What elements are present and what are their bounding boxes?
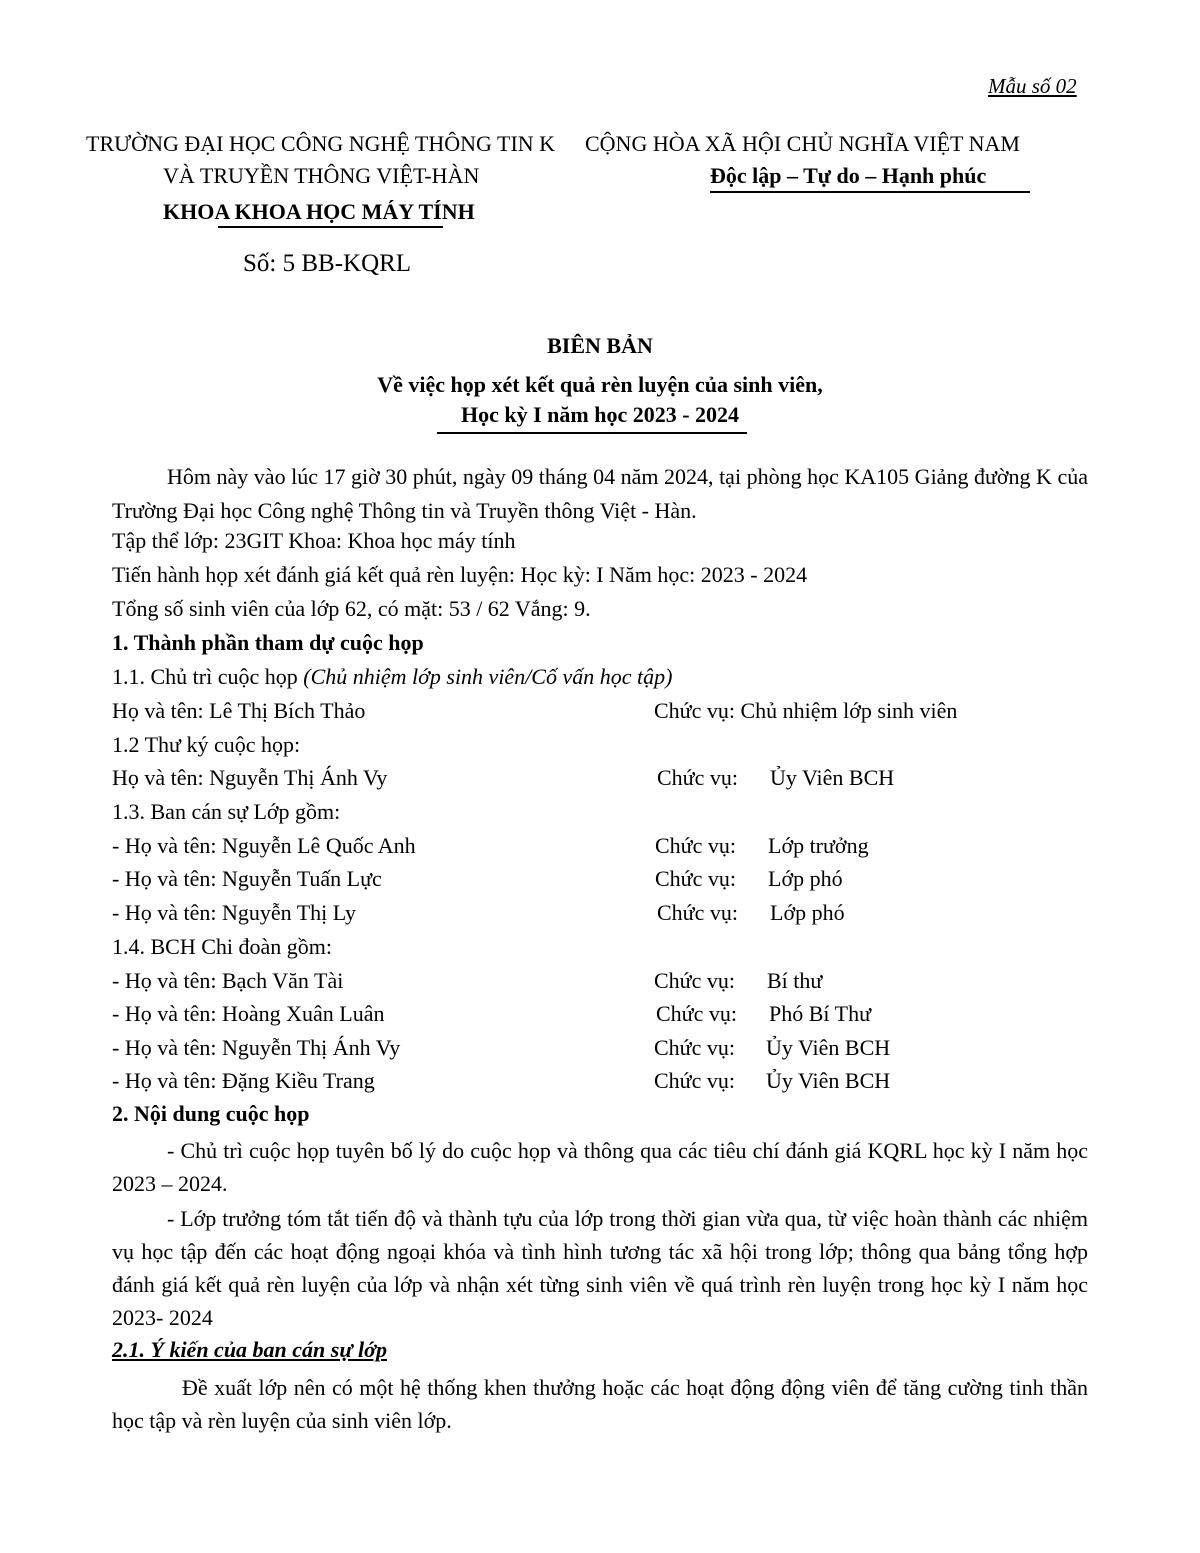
role-label: Chức vụ: bbox=[654, 968, 735, 993]
faculty-underline bbox=[218, 226, 443, 228]
document-subtitle-2: Học kỳ I năm học 2023 - 2024 bbox=[460, 402, 740, 427]
national-title: CỘNG HÒA XÃ HỘI CHỦ NGHĨA VIỆT NAM bbox=[585, 131, 1020, 156]
section2-title: 2. Nội dung cuộc họp bbox=[112, 1101, 310, 1126]
secretary-name: Họ và tên: Nguyễn Thị Ánh Vy bbox=[112, 765, 388, 790]
document-title: BIÊN BẢN bbox=[547, 333, 653, 358]
section2-1-paragraph: Đề xuất lớp nên có một hệ thống khen thưởng hoặc các hoạt động động viên để tăng cường tinh thần học tập và rèn luyện của sinh viên lớp. bbox=[112, 1375, 1088, 1433]
school-name-line2: VÀ TRUYỀN THÔNG VIỆT-HÀN bbox=[163, 163, 480, 188]
role-label: Chức vụ: bbox=[654, 1068, 735, 1093]
section2-1-title: 2.1. Ý kiến của ban cán sự lớp bbox=[112, 1337, 387, 1362]
role-value: Ủy Viên BCH bbox=[766, 1035, 891, 1060]
chair-name: Họ và tên: Lê Thị Bích Thảo bbox=[112, 698, 366, 723]
intro-paragraph: Hôm này vào lúc 17 giờ 30 phút, ngày 09 tháng 04 năm 2024, tại phòng học KA105 Giảng đường K của Trường Đại học Công nghệ Thông tin và Truyền thông Việt - Hàn. bbox=[112, 464, 1088, 523]
role-value: Lớp phó bbox=[770, 900, 845, 925]
secretary-role-label: Chức vụ: bbox=[657, 765, 738, 790]
role-value: Phó Bí Thư bbox=[769, 1001, 871, 1026]
role-label: Chức vụ: bbox=[655, 833, 736, 858]
role-label: Chức vụ: bbox=[656, 1001, 737, 1026]
attendance-line: Tổng số sinh viên của lớp 62, có mặt: 53 / 62 Vắng: 9. bbox=[112, 596, 591, 621]
secretary-role: Ủy Viên BCH bbox=[770, 765, 895, 790]
list-item: - Họ và tên: Bạch Văn Tài bbox=[112, 968, 344, 993]
class-officers-heading: 1.3. Ban cán sự Lớp gồm: bbox=[112, 799, 341, 824]
chair-heading: 1.1. Chủ trì cuộc họp (Chủ nhiệm lớp sinh viên/Cố vấn học tập) bbox=[112, 664, 673, 689]
national-motto: Độc lập – Tự do – Hạnh phúc bbox=[710, 163, 987, 188]
role-label: Chức vụ: bbox=[654, 1035, 735, 1060]
role-value: Lớp phó bbox=[768, 866, 843, 891]
section2-paragraph-2: - Lớp trưởng tóm tắt tiến độ và thành tựu của lớp trong thời gian vừa qua, từ việc hoàn thành các nhiệm vụ học tập đến các hoạt động ngoại khóa và tình hình tương tác xã hội trong lớp; thông qua bảng tổng hợp đánh giá kết quả rèn luyện của lớp và nhận xét từng sinh viên về quá trình rèn luyện trong học kỳ I năm học 2023- 2024 bbox=[112, 1206, 1088, 1330]
role-label: Chức vụ: bbox=[655, 866, 736, 891]
list-item: - Họ và tên: Nguyễn Thị Ánh Vy bbox=[112, 1035, 401, 1060]
document-number: Số: 5 BB-KQRL bbox=[243, 250, 412, 277]
school-name-line1: TRƯỜNG ĐẠI HỌC CÔNG NGHỆ THÔNG TIN K bbox=[86, 131, 556, 156]
role-label: Chức vụ: bbox=[657, 900, 738, 925]
list-item: - Họ và tên: Đặng Kiều Trang bbox=[112, 1068, 375, 1093]
document-subtitle-1: Về việc họp xét kết quả rèn luyện của sinh viên, bbox=[377, 372, 823, 397]
union-heading: 1.4. BCH Chi đoàn gồm: bbox=[112, 934, 333, 959]
motto-underline bbox=[710, 191, 1030, 193]
form-number: Mẫu số 02 bbox=[988, 74, 1077, 98]
title-underline bbox=[437, 432, 747, 434]
role-value: Bí thư bbox=[767, 968, 823, 993]
section1-title: 1. Thành phần tham dự cuộc họp bbox=[112, 630, 424, 655]
secretary-heading: 1.2 Thư ký cuộc họp: bbox=[112, 732, 301, 757]
list-item: - Họ và tên: Hoàng Xuân Luân bbox=[112, 1001, 385, 1026]
role-value: Lớp trưởng bbox=[768, 833, 869, 858]
list-item: - Họ và tên: Nguyễn Lê Quốc Anh bbox=[112, 833, 416, 858]
class-line: Tập thể lớp: 23GIT Khoa: Khoa học máy tính bbox=[112, 528, 516, 553]
semester-line: Tiến hành họp xét đánh giá kết quả rèn luyện: Học kỳ: I Năm học: 2023 - 2024 bbox=[112, 562, 808, 587]
chair-heading-note: (Chủ nhiệm lớp sinh viên/Cố vấn học tập) bbox=[303, 664, 673, 689]
faculty-name: KHOA KHOA HỌC MÁY TÍNH bbox=[163, 199, 475, 224]
list-item: - Họ và tên: Nguyễn Thị Ly bbox=[112, 900, 356, 925]
role-value: Ủy Viên BCH bbox=[766, 1068, 891, 1093]
section2-paragraph-1: - Chủ trì cuộc họp tuyên bố lý do cuộc họp và thông qua các tiêu chí đánh giá KQRL học kỳ I năm học 2023 – 2024. bbox=[112, 1138, 1088, 1196]
list-item: - Họ và tên: Nguyễn Tuấn Lực bbox=[112, 866, 382, 891]
chair-role: Chức vụ: Chủ nhiệm lớp sinh viên bbox=[654, 698, 958, 723]
